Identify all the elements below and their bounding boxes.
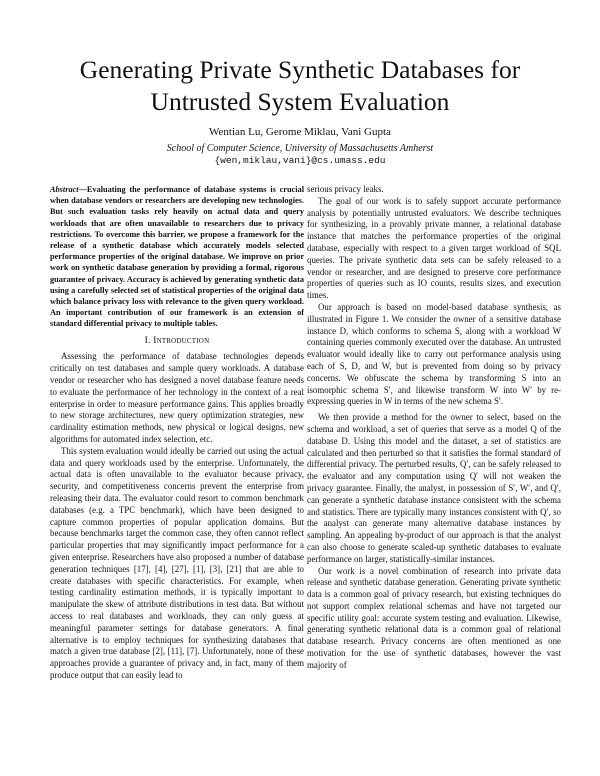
left-column: [50, 184, 304, 682]
abstract-text: Evaluating the performance of database systems is crucial when database vendors or researchers are developing new technologies. But such evaluation tasks rely heavily on actual data and query workloads that are often unavailable to researchers due to privacy restrictions. To overcome this barrier, we propose a framework for the release of a synthetic database which accurately models selected performance properties of the original database. We improve on prior work on synthetic database generation by providing a formal, rigorous guarantee of privacy. Accuracy is achieved by generating synthetic data using a carefully selected set of statistical properties of the original data which balance privacy loss with relevance to the given query workload. An important contribution of our framework is an extension of standard differential privacy to multiple tables.: [50, 185, 304, 329]
intro-paragraph-1: Assessing the performance of database technologies depends critically on test databases and sample query workloads. A database vendor or researcher who has designed a novel database feature needs to evaluate the performance of her technology in the context of a real enterprise in order to measure performance gains. This applies broadly to new storage architectures, new query optimization strategies, new cardinality estimation methods, new physical or logical designs, new algorithms for automated index selection, etc.: [50, 351, 304, 445]
intro-paragraph-5: We then provide a method for the owner to select, based on the schema and workload, a set of queries that serve as a model Q of the database D. Using this model and the dataset, a set of statistics are calculated and then perturbed so that it satisfies the formal standard of differential privacy. The perturbed results, Q′, can be safely released to the evaluator and any computation using Q′ will not weaken the privacy guarantee. Finally, the analyst, in possession of S′, W′, and Q′, can generate a synthetic database instance consistent with the schema and statistics. There are typically many instances consistent with Q′, so the analyst can generate many alternative database instances by sampling. An appealing by-product of our approach is that the analyst can also choose to generate scaled-up synthetic databases to evaluate performance on larger, statistically-similar instances.: [307, 412, 561, 564]
paper-title: [40, 54, 560, 118]
author-list: Wentian Lu, Gerome Miklau, Vani Gupta: [209, 126, 391, 138]
abstract: [50, 184, 304, 330]
title-line-2: Untrusted System Evaluation: [150, 87, 450, 116]
intro-paragraph-4: Our approach is based on model-based database synthesis, as illustrated in Figure 1. We consider the owner of a sensitive database instance D, which conforms to schema S, along with a workload W containing queries commonly executed over the database. An untrusted evaluator would ideally like to carry out performance analysis using each of S, D, and W, but is prevented from doing so by privacy concerns. We obfuscate the schema by transforming S into an isomorphic schema S′, and likewise transform W into W′ by re-expressing queries in W in terms of the new schema S′.: [307, 301, 561, 407]
intro-paragraph-2: This system evaluation would ideally be carried out using the actual data and query workloads used by the enterprise. Unfortunately, the actual data is often unavailable to the evaluator because privacy, security, and competitiveness concerns prevent the enterprise from releasing their data. The evaluator could resort to common benchmark databases (e.g. a TPC benchmark), which have been designed to capture common properties of popular application domains. But because benchmarks target the common case, they often cannot reflect particular properties that may significantly impact performance for a given enterprise. Researchers have also proposed a number of database generation techniques [17], [4], [27], [1], [3], [21] that are able to create databases with specific characteristics. For example, when testing cardinality estimation methods, it is typically important to manipulate the skew of attribute distributions in test data. But without access to real databases and workloads, they can only guess at meaningful parameter settings for database generators. A final alternative is to employ techniques for synthesizing databases that match a given true database [2], [11], [7]. Unfortunately, none of these approaches provide a guarantee of privacy and, in fact, many of them produce output that can easily lead to: [50, 445, 304, 680]
intro-paragraph-continued: serious privacy leaks.: [307, 184, 384, 194]
affiliation: School of Computer Science, University of Massachusetts Amherst: [166, 143, 434, 154]
section-name: Introduction: [153, 335, 210, 346]
section-heading-introduction: [50, 336, 304, 348]
title-line-1: Generating Private Synthetic Databases for: [79, 55, 521, 84]
intro-paragraph-3: The goal of our work is to safely support accurate performance analysis by potentially untrusted evaluators. We describe techniques for synthesizing, in a provably private manner, a relational database instance that matches the performance properties of the original database, especially with respect to a given target workload of SQL queries. The private synthetic data sets can be safely released to a vendor or researcher, and are designed to preserve core performance properties of queries such as IO counts, results sizes, and execution times.: [307, 195, 561, 301]
author-emails: {wen,miklau,vani}@cs.umass.edu: [214, 155, 386, 166]
abstract-dash: —: [78, 185, 87, 194]
intro-paragraph-6: Our work is a novel combination of research into private data release and synthetic database generation. Generating private synthetic data is a common goal of privacy research, but existing techniques do not support complex relational schemas and have not targeted our specific utility goal: accurate system testing and evaluation. Likewise, generating synthetic relational data is a common goal of relational database research. Privacy concerns are often mentioned as one motivation for the use of synthetic databases, however the vast majority of: [307, 565, 561, 670]
right-column: [307, 184, 561, 672]
section-numeral: I.: [144, 335, 151, 346]
abstract-lead: Abstract: [50, 185, 79, 194]
